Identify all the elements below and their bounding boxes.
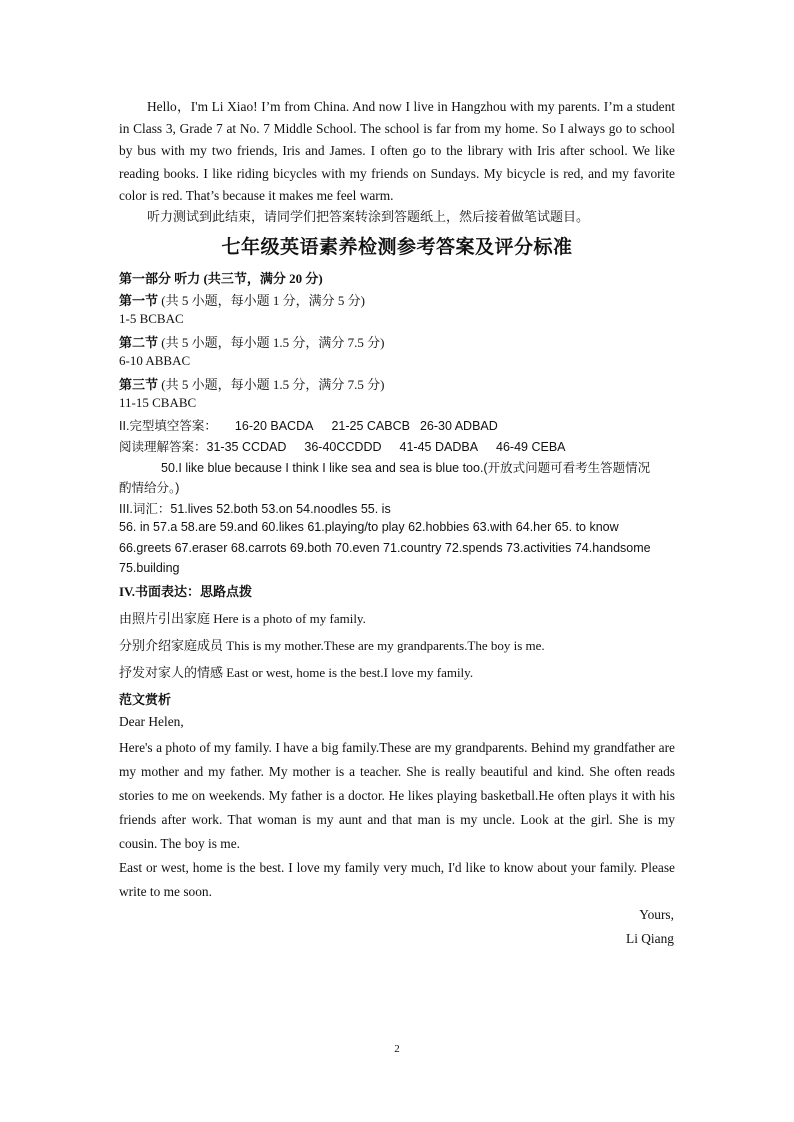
reading-answer-41-45: 41-45 DADBA: [399, 440, 479, 454]
section1-desc: (共 5 小题，每小题 1 分，满分 5 分): [158, 293, 365, 308]
section2-answers: 6-10 ABBAC: [119, 353, 191, 368]
cloze-answer-16-20: 16-20 BACDA: [234, 419, 314, 433]
section3-line: [119, 374, 384, 393]
listening-transcript: [119, 96, 675, 207]
letter-greeting: Dear Helen,: [119, 714, 184, 729]
vocab-line1: III.词汇：51.lives 52.both 53.on 54.noodles 55. is: [119, 502, 391, 516]
section1-label: 第一节: [119, 293, 159, 308]
section1-answers: 1-5 BCBAC: [119, 311, 184, 326]
section3-desc: (共 5 小题，每小题 1.5 分，满分 7.5 分): [158, 377, 385, 392]
page-number: 2: [394, 1043, 400, 1055]
sample-letter: [119, 736, 675, 904]
reading-label: 阅读理解答案：: [119, 440, 207, 454]
cloze-answers: [119, 416, 498, 434]
page-title: 七年级英语素养检测参考答案及评分标准: [221, 237, 573, 258]
reading-q50-line2: 酌情给分。): [119, 481, 180, 495]
section1-line: [119, 290, 365, 309]
letter-signature: Li Qiang: [626, 931, 674, 946]
listening-end-note: 听力测试到此结束，请同学们把答案转涂到答题纸上，然后接着做笔试题目。: [147, 209, 590, 224]
cloze-label: II.完型填空答案：: [119, 419, 217, 433]
sample-heading: 范文赏析: [119, 692, 172, 707]
reading-answers: [119, 437, 566, 455]
section2-line: [119, 332, 384, 351]
transcript-paragraph: Hello，I'm Li Xiao! I’m from China. And now I live in Hangzhou with my parents. I’m a student in Class 3, Grade 7 at No. 7 Middle School. The school is far from my home. So I always go to school by bus with my two friends, Iris and James. I often go to the library with Iris after school. We like reading books. I like riding bicycles with my friends on Sundays. My bicycle is red, and my favorite color is red. That’s because it makes me feel warm.: [119, 99, 675, 203]
letter-paragraph-1: Here's a photo of my family. I have a big family.These are my grandparents. Behind my grandfather are my mother and my father. My mother is a teacher. She is really beautiful and kind. She often reads stories to me on weekends. My father is a doctor. He likes playing basketball.He often plays it with his friends after work. That woman is my aunt and that man is my uncle. Look at the girl. She is my cousin. The boy is me.: [119, 740, 675, 851]
section2-desc: (共 5 小题，每小题 1.5 分，满分 7.5 分): [158, 335, 385, 350]
reading-q50-line1: 50.I like blue because I think I like sea and sea is blue too.(开放式问题可看考生答题情况: [161, 461, 651, 475]
vocab-line3: 66.greets 67.eraser 68.carrots 69.both 70.even 71.country 72.spends 73.activities 74.handsome: [119, 541, 651, 555]
vocab-line2: 56. in 57.a 58.are 59.and 60.likes 61.playing/to play 62.hobbies 63.with 64.her 65. to know: [119, 520, 619, 534]
section2-label: 第二节: [119, 335, 159, 350]
section3-answers: 11-15 CBABC: [119, 395, 197, 410]
writing-tip2: 分别介绍家庭成员 This is my mother.These are my grandparents.The boy is me.: [119, 638, 545, 653]
section3-label: 第三节: [119, 377, 159, 392]
vocab-line4: 75.building: [119, 561, 180, 575]
reading-answer-46-49: 46-49 CEBA: [496, 440, 566, 454]
letter-paragraph-2: East or west, home is the best. I love my family very much, I'd like to know about your family. Please write to me soon.: [119, 860, 675, 899]
cloze-answer-26-30: 26-30 ADBAD: [419, 419, 498, 433]
cloze-answer-21-25: 21-25 CABCB: [331, 419, 410, 433]
writing-tip1: 由照片引出家庭 Here is a photo of my family.: [119, 611, 366, 626]
reading-answer-31-35: 31-35 CCDAD: [206, 440, 287, 454]
writing-tip3: 抒发对家人的情感 East or west, home is the best.I love my family.: [119, 665, 474, 680]
letter-closing: Yours,: [639, 907, 674, 922]
writing-heading: IV.书面表达：思路点拨: [119, 584, 253, 599]
reading-answer-36-40: 36-40CCDDD: [304, 440, 382, 454]
part1-heading: 第一部分 听力 (共三节，满分 20 分): [119, 271, 323, 286]
